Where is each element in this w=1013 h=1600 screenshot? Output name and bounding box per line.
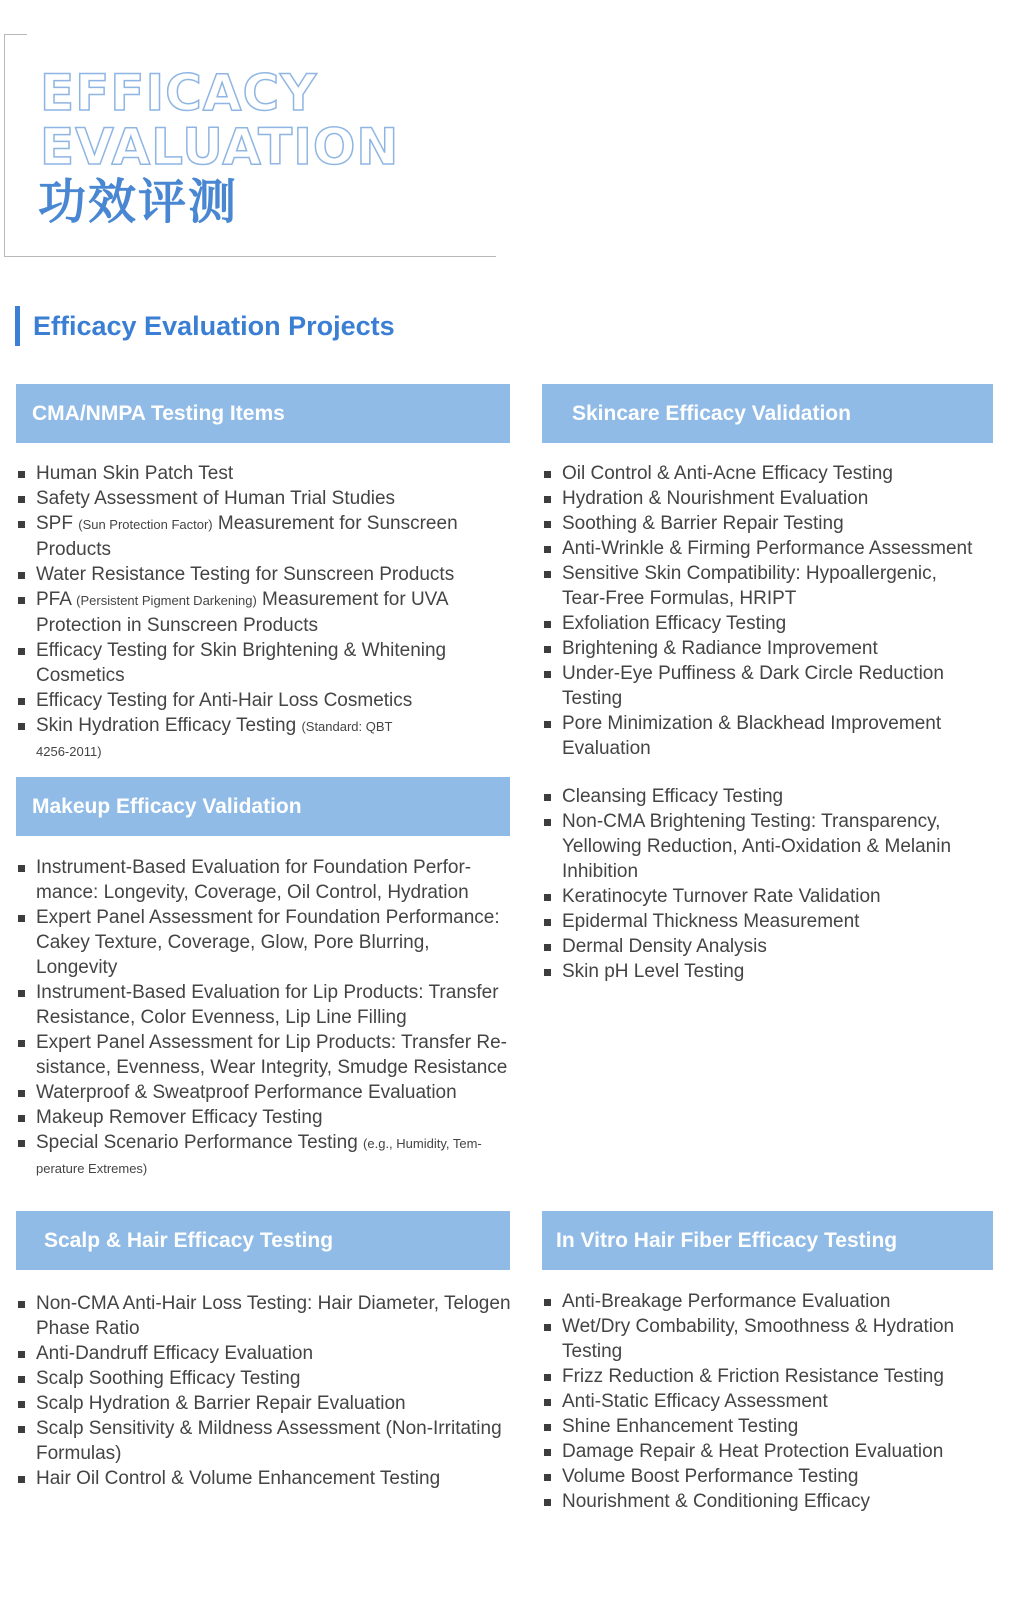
list-item: Instrument-Based Evaluation for Foundation Perfor-mance: Longevity, Coverage, Oil Control, Hydration xyxy=(16,855,516,905)
panel-header-scalp: Scalp & Hair Efficacy Testing xyxy=(16,1211,510,1270)
list-item-note: (Standard: QBT xyxy=(301,719,393,734)
hero-title-en-line1: EFFICACY xyxy=(40,64,318,122)
list-item: Efficacy Testing for Skin Brightening & Whitening Cosmetics xyxy=(16,638,496,688)
list-item: Nourishment & Conditioning Efficacy xyxy=(542,1489,982,1514)
list-item-text: SPF xyxy=(36,513,79,534)
list-item: Brightening & Radiance Improvement xyxy=(542,636,982,661)
panel-list-cma xyxy=(16,461,496,764)
list-item: Waterproof & Sweatproof Performance Evaluation xyxy=(16,1080,516,1105)
list-item: Skin pH Level Testing xyxy=(542,959,982,984)
panel-list-skincare xyxy=(542,461,982,761)
list-item-note: (Sun Protection Factor) xyxy=(78,517,213,532)
panel-list-invitro xyxy=(542,1289,982,1514)
panel-list-makeup xyxy=(16,855,516,1181)
list-item-note: 4256-2011) xyxy=(36,744,102,759)
list-item: Hydration & Nourishment Evaluation xyxy=(542,486,982,511)
list-item xyxy=(16,713,496,764)
list-item: Hair Oil Control & Volume Enhancement Testing xyxy=(16,1466,516,1491)
list-item xyxy=(16,1130,516,1181)
list-item: Scalp Soothing Efficacy Testing xyxy=(16,1366,516,1391)
list-item: Frizz Reduction & Friction Resistance Testing xyxy=(542,1364,982,1389)
list-item: Dermal Density Analysis xyxy=(542,934,982,959)
list-item: Anti-Static Efficacy Assessment xyxy=(542,1389,982,1414)
panel-header-makeup: Makeup Efficacy Validation xyxy=(16,777,510,836)
list-item-text: Measurement for UVA Protection in Sunscreen Products xyxy=(36,589,448,636)
list-item: Anti-Wrinkle & Firming Performance Assessment xyxy=(542,536,982,561)
list-item-note: (Persistent Pigment Darkening) xyxy=(76,593,257,608)
panel-header-skincare: Skincare Efficacy Validation xyxy=(542,384,993,443)
list-item: Anti-Breakage Performance Evaluation xyxy=(542,1289,982,1314)
list-item: Damage Repair & Heat Protection Evaluation xyxy=(542,1439,982,1464)
list-item-note: (e.g., Humidity, Tem- xyxy=(363,1136,482,1151)
list-item: Expert Panel Assessment for Foundation Performance: Cakey Texture, Coverage, Glow, Pore Blurring, Longevity xyxy=(16,905,516,980)
list-item-text: Measurement for Sunscreen Products xyxy=(36,513,458,560)
panel-header-cma: CMA/NMPA Testing Items xyxy=(16,384,510,443)
list-item: Anti-Dandruff Efficacy Evaluation xyxy=(16,1341,516,1366)
list-item: Human Skin Patch Test xyxy=(16,461,496,486)
list-item: Safety Assessment of Human Trial Studies xyxy=(16,486,496,511)
list-item: Makeup Remover Efficacy Testing xyxy=(16,1105,516,1130)
panel-list-skincare-2 xyxy=(542,784,982,984)
list-item: Non-CMA Anti-Hair Loss Testing: Hair Diameter, Telogen Phase Ratio xyxy=(16,1291,516,1341)
list-item: Cleansing Efficacy Testing xyxy=(542,784,982,809)
list-item: Sensitive Skin Compatibility: Hypoallergenic, Tear-Free Formulas, HRIPT xyxy=(542,561,982,611)
list-item-note: perature Extremes) xyxy=(36,1161,148,1176)
list-item-text: Special Scenario Performance Testing xyxy=(36,1132,364,1153)
list-item-text: PFA xyxy=(36,589,77,610)
list-item: Volume Boost Performance Testing xyxy=(542,1464,982,1489)
list-item: Scalp Sensitivity & Mildness Assessment (Non-Irritating Formulas) xyxy=(16,1416,516,1466)
list-item: Instrument-Based Evaluation for Lip Products: Transfer Resistance, Color Evenness, Lip Line Filling xyxy=(16,980,516,1030)
list-item xyxy=(16,511,496,562)
list-item: Oil Control & Anti-Acne Efficacy Testing xyxy=(542,461,982,486)
list-item: Epidermal Thickness Measurement xyxy=(542,909,982,934)
list-item: Expert Panel Assessment for Lip Products: Transfer Re-sistance, Evenness, Wear Integrity, Smudge Resistance xyxy=(16,1030,516,1080)
hero-title-cn: 功效评测 xyxy=(38,174,239,230)
list-item: Soothing & Barrier Repair Testing xyxy=(542,511,982,536)
list-item: Efficacy Testing for Anti-Hair Loss Cosmetics xyxy=(16,688,496,713)
list-item: Wet/Dry Combability, Smoothness & Hydration Testing xyxy=(542,1314,982,1364)
list-item: Exfoliation Efficacy Testing xyxy=(542,611,982,636)
section-title: Efficacy Evaluation Projects xyxy=(33,311,395,341)
list-item: Shine Enhancement Testing xyxy=(542,1414,982,1439)
list-item-text: Skin Hydration Efficacy Testing xyxy=(36,715,302,736)
list-item: Non-CMA Brightening Testing: Transparency, Yellowing Reduction, Anti-Oxidation & Melanin Inhibition xyxy=(542,809,982,884)
panel-header-invitro: In Vitro Hair Fiber Efficacy Testing xyxy=(542,1211,993,1270)
list-item: Scalp Hydration & Barrier Repair Evaluation xyxy=(16,1391,516,1416)
section-accent-bar xyxy=(15,306,20,346)
list-item: Water Resistance Testing for Sunscreen Products xyxy=(16,562,496,587)
list-item: Under-Eye Puffiness & Dark Circle Reduction Testing xyxy=(542,661,982,711)
panel-list-scalp xyxy=(16,1291,516,1491)
hero-title-en-line2: EVALUATION xyxy=(40,118,400,176)
list-item: Pore Minimization & Blackhead Improvement Evaluation xyxy=(542,711,982,761)
list-item xyxy=(16,587,496,638)
list-item: Keratinocyte Turnover Rate Validation xyxy=(542,884,982,909)
